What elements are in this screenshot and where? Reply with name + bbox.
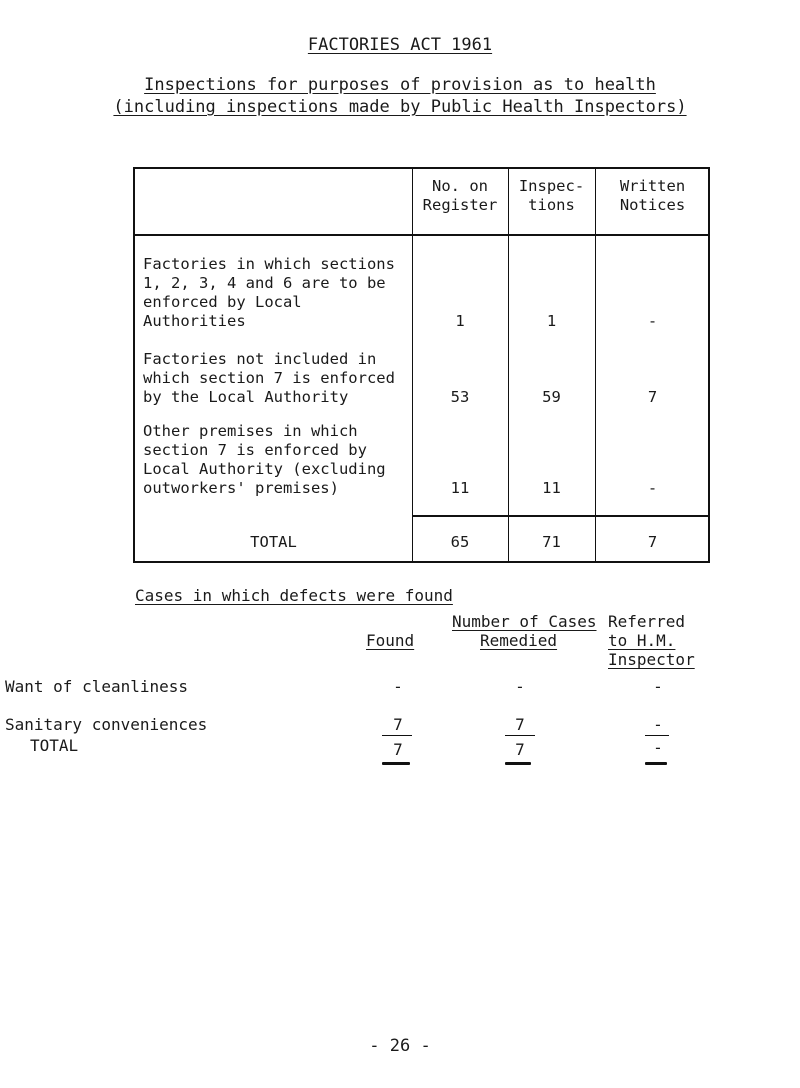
defect-found: - [393,677,403,696]
sum-rule [505,735,535,736]
defects-total-remedied: 7 [515,740,525,759]
number-of-cases-label: Number of Cases [452,612,597,631]
cell-inspections: 11 [542,479,561,497]
total-register: 65 [450,533,470,551]
subtitle-line-1: Inspections for purposes of provision as to health [144,75,656,95]
defect-referred: - [653,677,663,696]
page-number: - 26 - [369,1036,431,1056]
cell-notices: - [647,479,658,497]
defect-row-label: Want of cleanliness [5,677,189,696]
table-row-label: Factories in which sections 1, 2, 3, 4 and 6 are to be enforced by Local Authorities [143,255,395,330]
defect-remedied: 7 [515,715,525,734]
cell-notices: 7 [647,388,658,406]
header-notices: Written Notices [619,177,686,214]
defects-total-referred: - [653,738,663,757]
sum-rule [382,735,412,736]
defect-referred: - [653,715,663,734]
total-label: TOTAL [250,533,297,551]
header-inspections: Inspec- tions [518,177,585,214]
found-header: Found [366,631,415,650]
inspections-table [133,167,710,563]
sum-rule [645,735,669,736]
header-register: No. on Register [422,177,498,214]
cell-notices: - [647,312,658,330]
defect-row-label: Sanitary conveniences [5,715,208,734]
cell-register: 53 [450,388,470,406]
defects-heading: Cases in which defects were found [135,586,453,605]
header-rule [135,234,708,236]
cell-inspections: 59 [542,388,561,406]
double-rule [382,762,410,765]
column-divider [508,169,509,561]
double-rule [505,762,531,765]
defects-total-found: 7 [393,740,403,759]
cell-register: 1 [455,312,465,330]
cell-register: 11 [450,479,470,497]
double-rule [645,762,667,765]
total-rule [412,515,708,517]
remedied-header: Remedied [480,631,558,650]
defect-found: 7 [393,715,403,734]
referred-header: Referred to H.M. Inspector [608,612,695,669]
subtitle-line-2: (including inspections made by Public Health Inspectors) [113,97,687,117]
defects-total-label: TOTAL [30,736,79,755]
cell-inspections: 1 [546,312,557,330]
table-row-label: Factories not included in which section 7 is enforced by the Local Authority [143,350,395,406]
table-row-label: Other premises in which section 7 is enforced by Local Authority (excluding outworkers' premises) [143,422,386,497]
total-inspections: 71 [542,533,561,551]
total-notices: 7 [647,533,658,551]
column-divider [412,169,413,561]
page-title: FACTORIES ACT 1961 [307,35,493,55]
defect-remedied: - [515,677,525,696]
column-divider [595,169,596,561]
